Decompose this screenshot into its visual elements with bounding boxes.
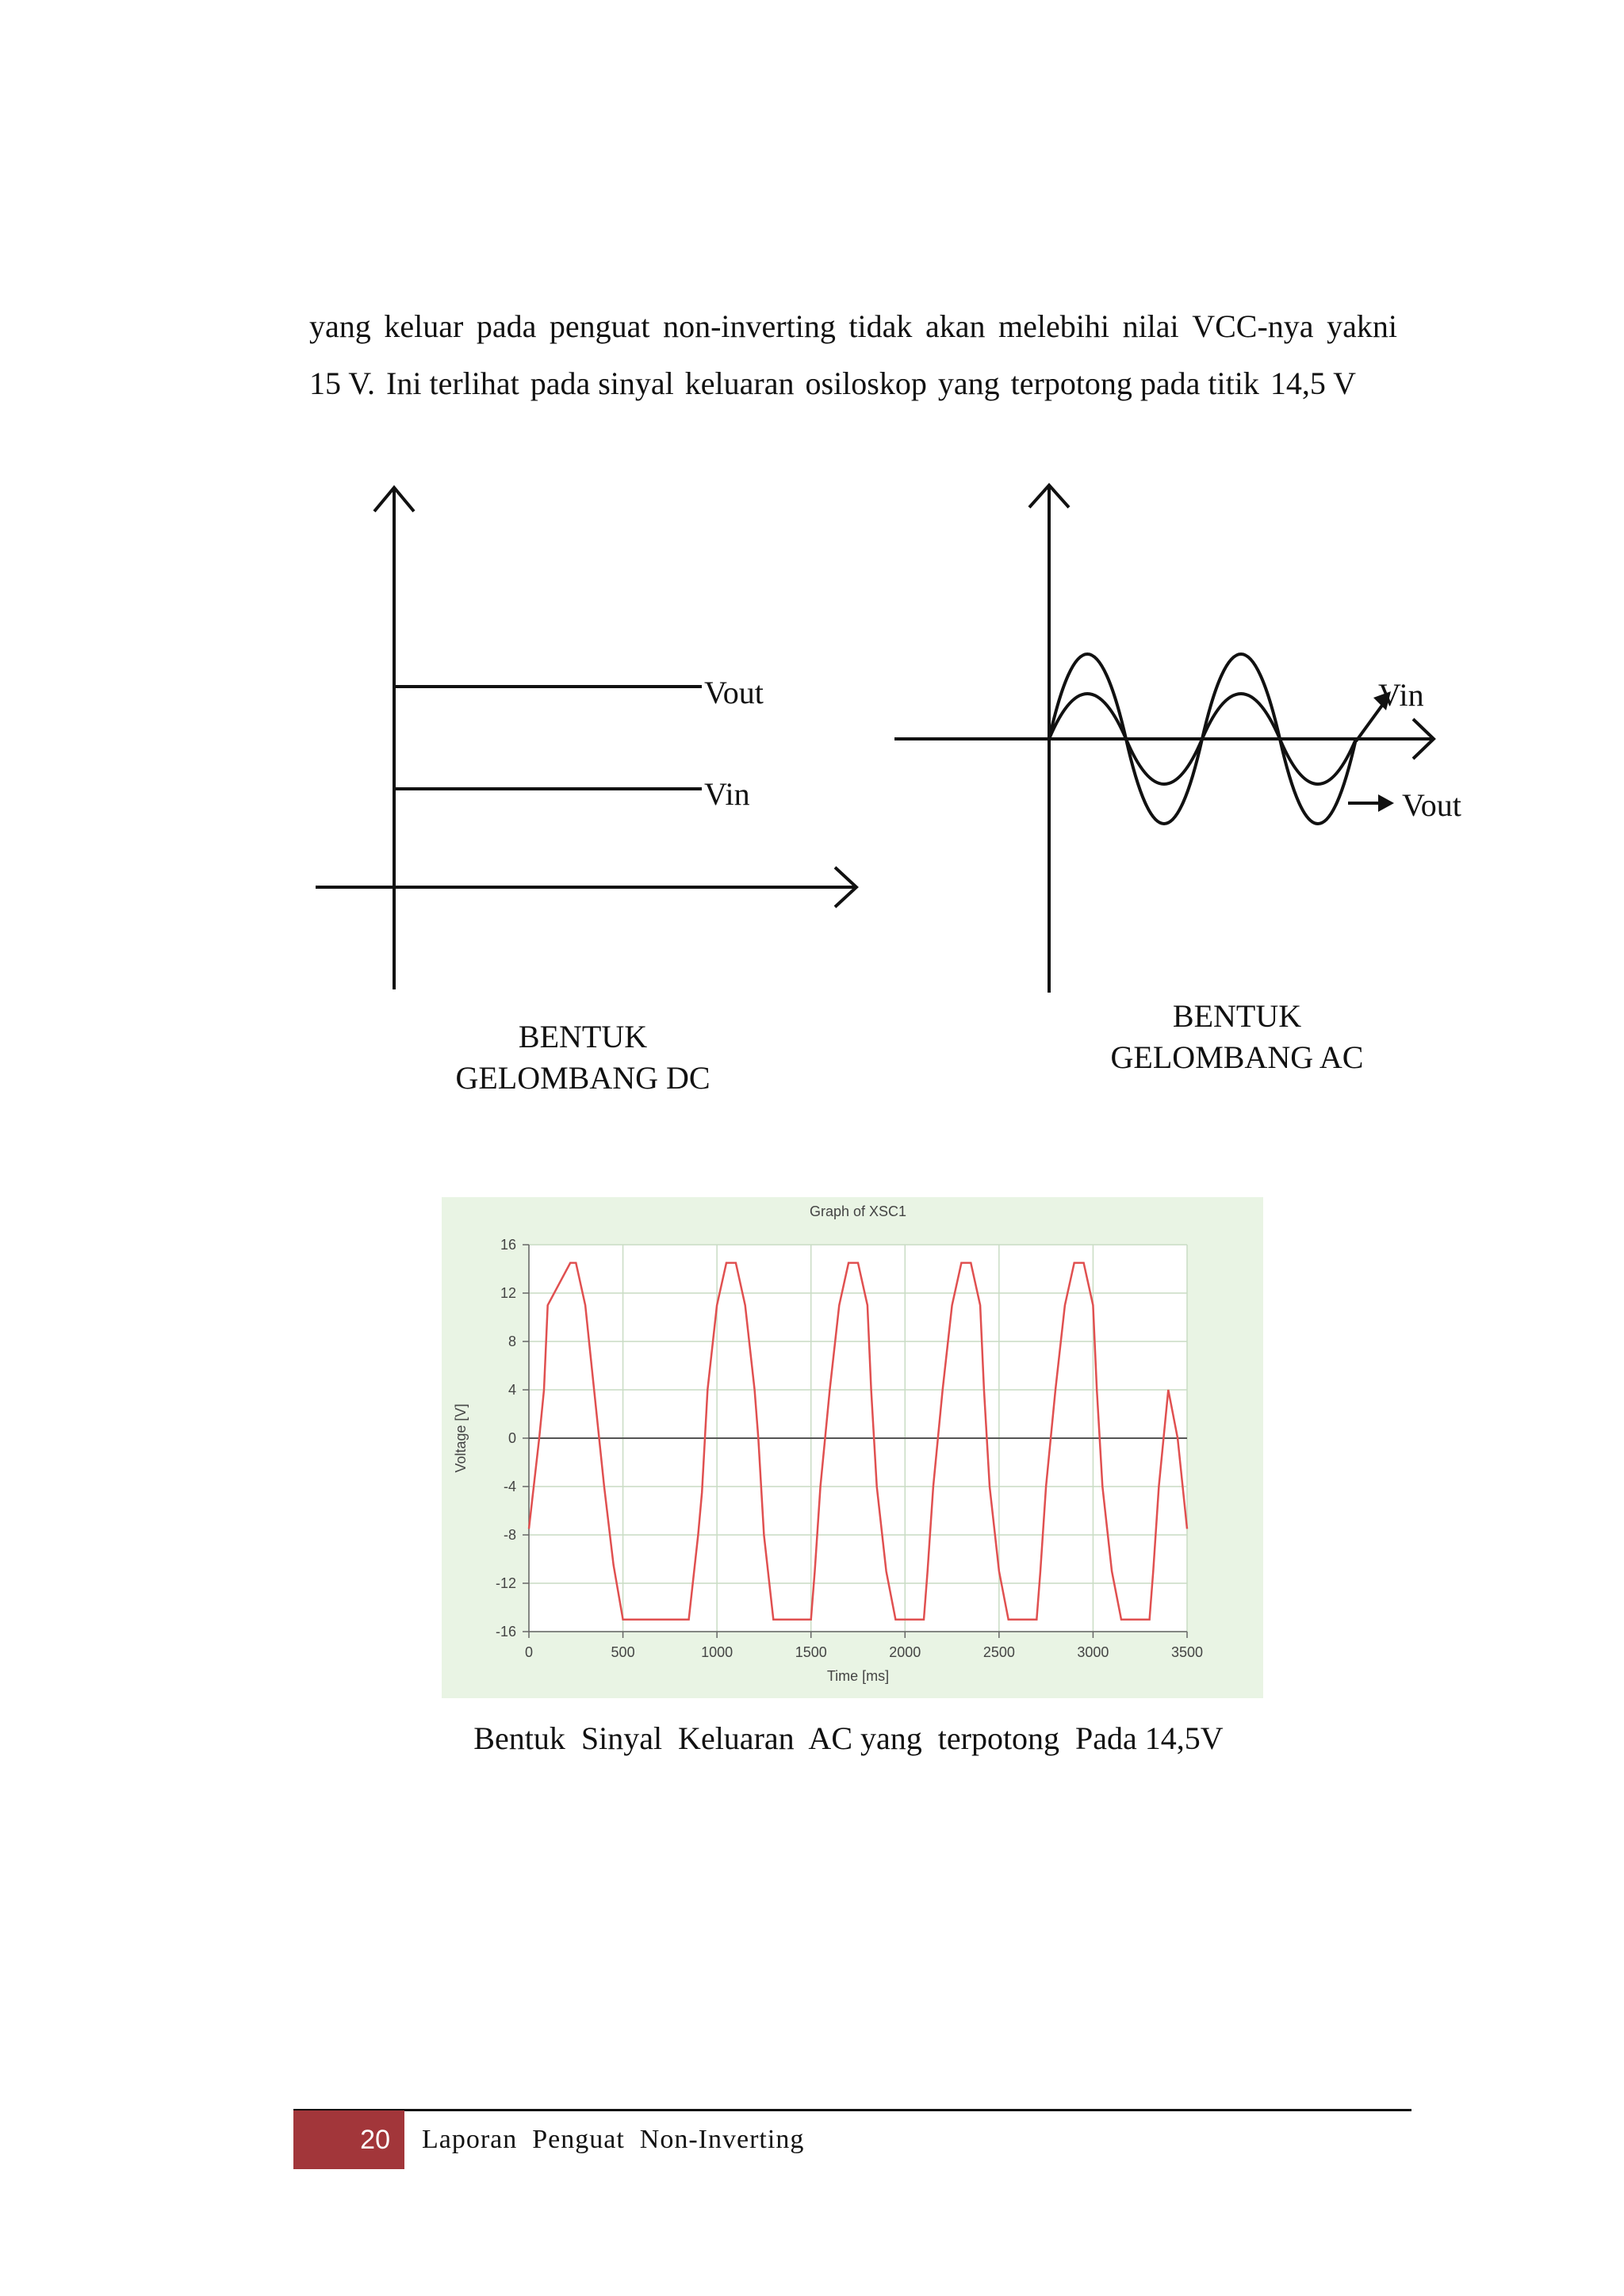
x-tick-label: 0 [524,1644,534,1660]
x-tick-label: 1500 [795,1644,827,1660]
paragraph-line-1-word: akan [925,308,986,344]
paragraph-line-1-word: tidak [848,308,913,344]
dc-vin-label: Vin [704,776,750,812]
ac-title-line-2: GELOMBANG AC [1110,1039,1364,1075]
dc-diagram [316,488,856,989]
chart-y-axis-label: Voltage [V] [453,1403,469,1473]
x-tick-label: 500 [611,1644,635,1660]
ac-title-line-1: BENTUK [1172,998,1302,1034]
paragraph-line-1-word: melebihi [998,308,1109,344]
paragraph-line-2-word: Ini terlihat [386,365,519,401]
paragraph-line-2-word: pada sinyal [530,365,674,401]
y-tick-label: 12 [500,1285,516,1301]
y-tick-label: 16 [500,1237,516,1253]
paragraph-line-2-word: keluaran [684,365,795,401]
paragraph-line-2-word: 14,5 V [1270,365,1357,401]
y-tick-label: -4 [503,1479,516,1494]
paragraph-line-1-word: yang [309,308,371,344]
y-tick-label: -16 [495,1624,516,1640]
oscilloscope-chart [442,1197,1263,1698]
x-tick-label: 1000 [701,1644,733,1660]
dc-diagram-title [412,1016,753,1099]
ac-diagram [894,485,1434,993]
x-tick-label: 2000 [889,1644,921,1660]
chart-title: Graph of XSC1 [809,1203,907,1219]
paragraph-line-1-word: yakni [1327,308,1397,344]
x-tick-label: 3000 [1077,1644,1109,1660]
dc-title-line-2: GELOMBANG DC [455,1060,710,1096]
paragraph-line-1-word: penguat [549,308,650,344]
paragraph-line-1-word: VCC-nya [1192,308,1314,344]
paragraph-line-1-word: non-inverting [663,308,836,344]
chart-x-axis-label: Time [ms] [826,1668,890,1684]
paragraph-line-2-word: yang [937,365,1000,401]
ac-diagram-title [1063,996,1411,1078]
x-tick-label: 3500 [1170,1644,1204,1660]
y-tick-label: 4 [508,1382,516,1398]
y-tick-label: 0 [508,1430,516,1446]
ac-vin-label: Vin [1378,677,1424,713]
paragraph-line-2-word: 15 V. [309,365,376,401]
ac-vout-pointer-head [1378,794,1394,812]
page-number: 20 [293,2110,404,2169]
dc-vout-label: Vout [704,675,764,710]
paragraph-line-1-word: nilai [1122,308,1179,344]
x-tick-label: 2500 [982,1644,1015,1660]
figure-caption: Bentuk Sinyal Keluaran AC yang terpotong Pada 14,5V [473,1720,1224,1756]
paragraph-line-1-word: keluar [384,308,464,344]
footer-title: Laporan Penguat Non-Inverting [422,2125,805,2154]
dc-title-line-1: BENTUK [518,1019,648,1054]
y-tick-label: 8 [508,1334,516,1349]
ac-vout-label: Vout [1402,787,1461,823]
paragraph-line-2-word: terpotong pada titik [1010,365,1259,401]
paragraph-line-2-word: osiloskop [805,365,927,401]
y-tick-label: -12 [495,1575,516,1591]
paragraph-line-1-word: pada [476,308,537,344]
y-tick-label: -8 [503,1527,516,1543]
